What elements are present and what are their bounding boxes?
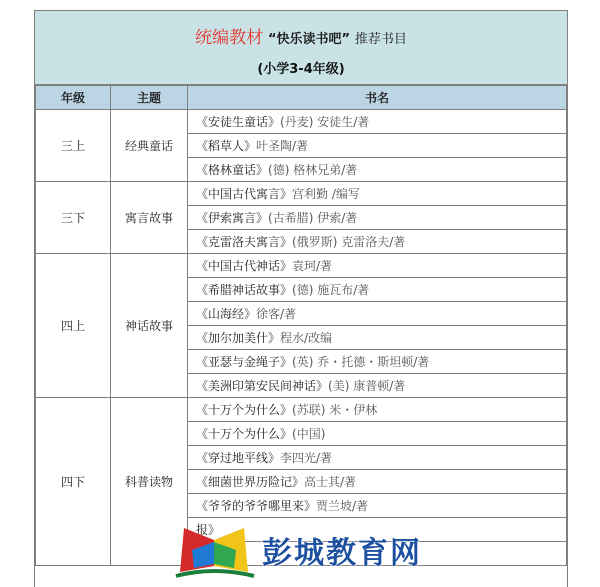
book-title: 《克雷洛夫寓言》 — [196, 235, 293, 249]
book-author: (古希腊) 伊索/著 — [268, 211, 358, 225]
book-author: 叶圣陶/著 — [256, 139, 309, 153]
title-mid: “快乐读书吧” — [267, 32, 351, 47]
table-row — [36, 182, 567, 206]
book-cell — [188, 182, 567, 206]
book-title: 《美洲印第安民间神话》 — [196, 379, 329, 393]
book-cell — [188, 374, 567, 398]
title-banner — [35, 11, 567, 85]
book-title: 《十万个为什么》 — [196, 427, 293, 441]
book-author: (美) 康普顿/著 — [328, 379, 406, 393]
book-cell — [188, 230, 567, 254]
table-row — [36, 110, 567, 134]
table-row — [36, 398, 567, 422]
book-cell — [188, 254, 567, 278]
book-author: 程水/改编 — [280, 331, 333, 345]
book-title: 《稻草人》 — [196, 139, 257, 153]
book-author: (英) 乔・托德・斯坦顿/著 — [292, 355, 430, 369]
grade-cell: 三上 — [36, 110, 111, 182]
theme-cell: 经典童话 — [111, 110, 188, 182]
book-author: 李四光/著 — [280, 451, 333, 465]
book-table — [35, 85, 567, 566]
col-header-grade: 年级 — [36, 86, 111, 110]
book-cell — [188, 110, 567, 134]
book-title: 《伊索寓言》 — [196, 211, 269, 225]
book-cell — [188, 302, 567, 326]
book-cell — [188, 350, 567, 374]
col-header-theme: 主题 — [111, 86, 188, 110]
book-cell — [188, 422, 567, 446]
book-title: 《加尔加美什》 — [196, 331, 281, 345]
book-list-frame — [34, 10, 568, 587]
book-title: 《希腊神话故事》 — [196, 283, 293, 297]
page-title — [35, 11, 567, 48]
grade-cell: 四下 — [36, 398, 111, 566]
table-header-row — [36, 86, 567, 110]
watermark — [170, 520, 470, 580]
book-author: 宫利勤 /编写 — [292, 187, 360, 201]
book-cell — [188, 494, 567, 518]
book-logo-icon — [170, 520, 270, 580]
book-title: 《穿过地平线》 — [196, 451, 281, 465]
book-title: 《细菌世界历险记》 — [196, 475, 305, 489]
book-cell — [188, 158, 567, 182]
page-subtitle: (小学3-4年级) — [257, 62, 345, 77]
book-author: (德) 格林兄弟/著 — [268, 163, 358, 177]
book-cell — [188, 398, 567, 422]
table-row — [36, 254, 567, 278]
book-cell — [188, 446, 567, 470]
book-author: 徐客/著 — [256, 307, 297, 321]
book-title: 《爷爷的爷爷哪里来》 — [196, 499, 317, 513]
theme-cell: 科普读物 — [111, 398, 188, 566]
book-title: 《中国古代寓言》 — [196, 187, 293, 201]
grade-cell: 四上 — [36, 254, 111, 398]
book-title: 《安徒生童话》 — [196, 115, 281, 129]
book-cell — [188, 134, 567, 158]
book-title: 《亚瑟与金绳子》 — [196, 355, 293, 369]
theme-cell: 寓言故事 — [111, 182, 188, 254]
book-author: 贾兰坡/著 — [316, 499, 369, 513]
theme-cell: 神话故事 — [111, 254, 188, 398]
book-title: 《格林童话》 — [196, 163, 269, 177]
book-title: 《中国古代神话》 — [196, 259, 293, 273]
book-author: 袁珂/著 — [292, 259, 333, 273]
grade-cell: 三下 — [36, 182, 111, 254]
watermark-text: 彭城教育网 — [262, 536, 422, 571]
book-author: (中国) — [292, 427, 326, 441]
book-title: 《十万个为什么》 — [196, 403, 293, 417]
table-body — [36, 110, 567, 566]
title-red: 统编教材 — [195, 28, 264, 48]
book-cell — [188, 470, 567, 494]
book-title: 《山海经》 — [196, 307, 257, 321]
book-author: 高士其/著 — [304, 475, 357, 489]
book-cell — [188, 206, 567, 230]
book-author: (丹麦) 安徒生/著 — [280, 115, 370, 129]
book-author: (俄罗斯) 克雷洛夫/著 — [292, 235, 406, 249]
book-author: (德) 施瓦布/著 — [292, 283, 370, 297]
book-title: 报》 — [196, 523, 221, 537]
book-cell — [188, 278, 567, 302]
title-rest: 推荐书目 — [354, 32, 407, 47]
col-header-title: 书名 — [188, 86, 567, 110]
book-author: (苏联) 米・伊林 — [292, 403, 378, 417]
book-cell — [188, 326, 567, 350]
